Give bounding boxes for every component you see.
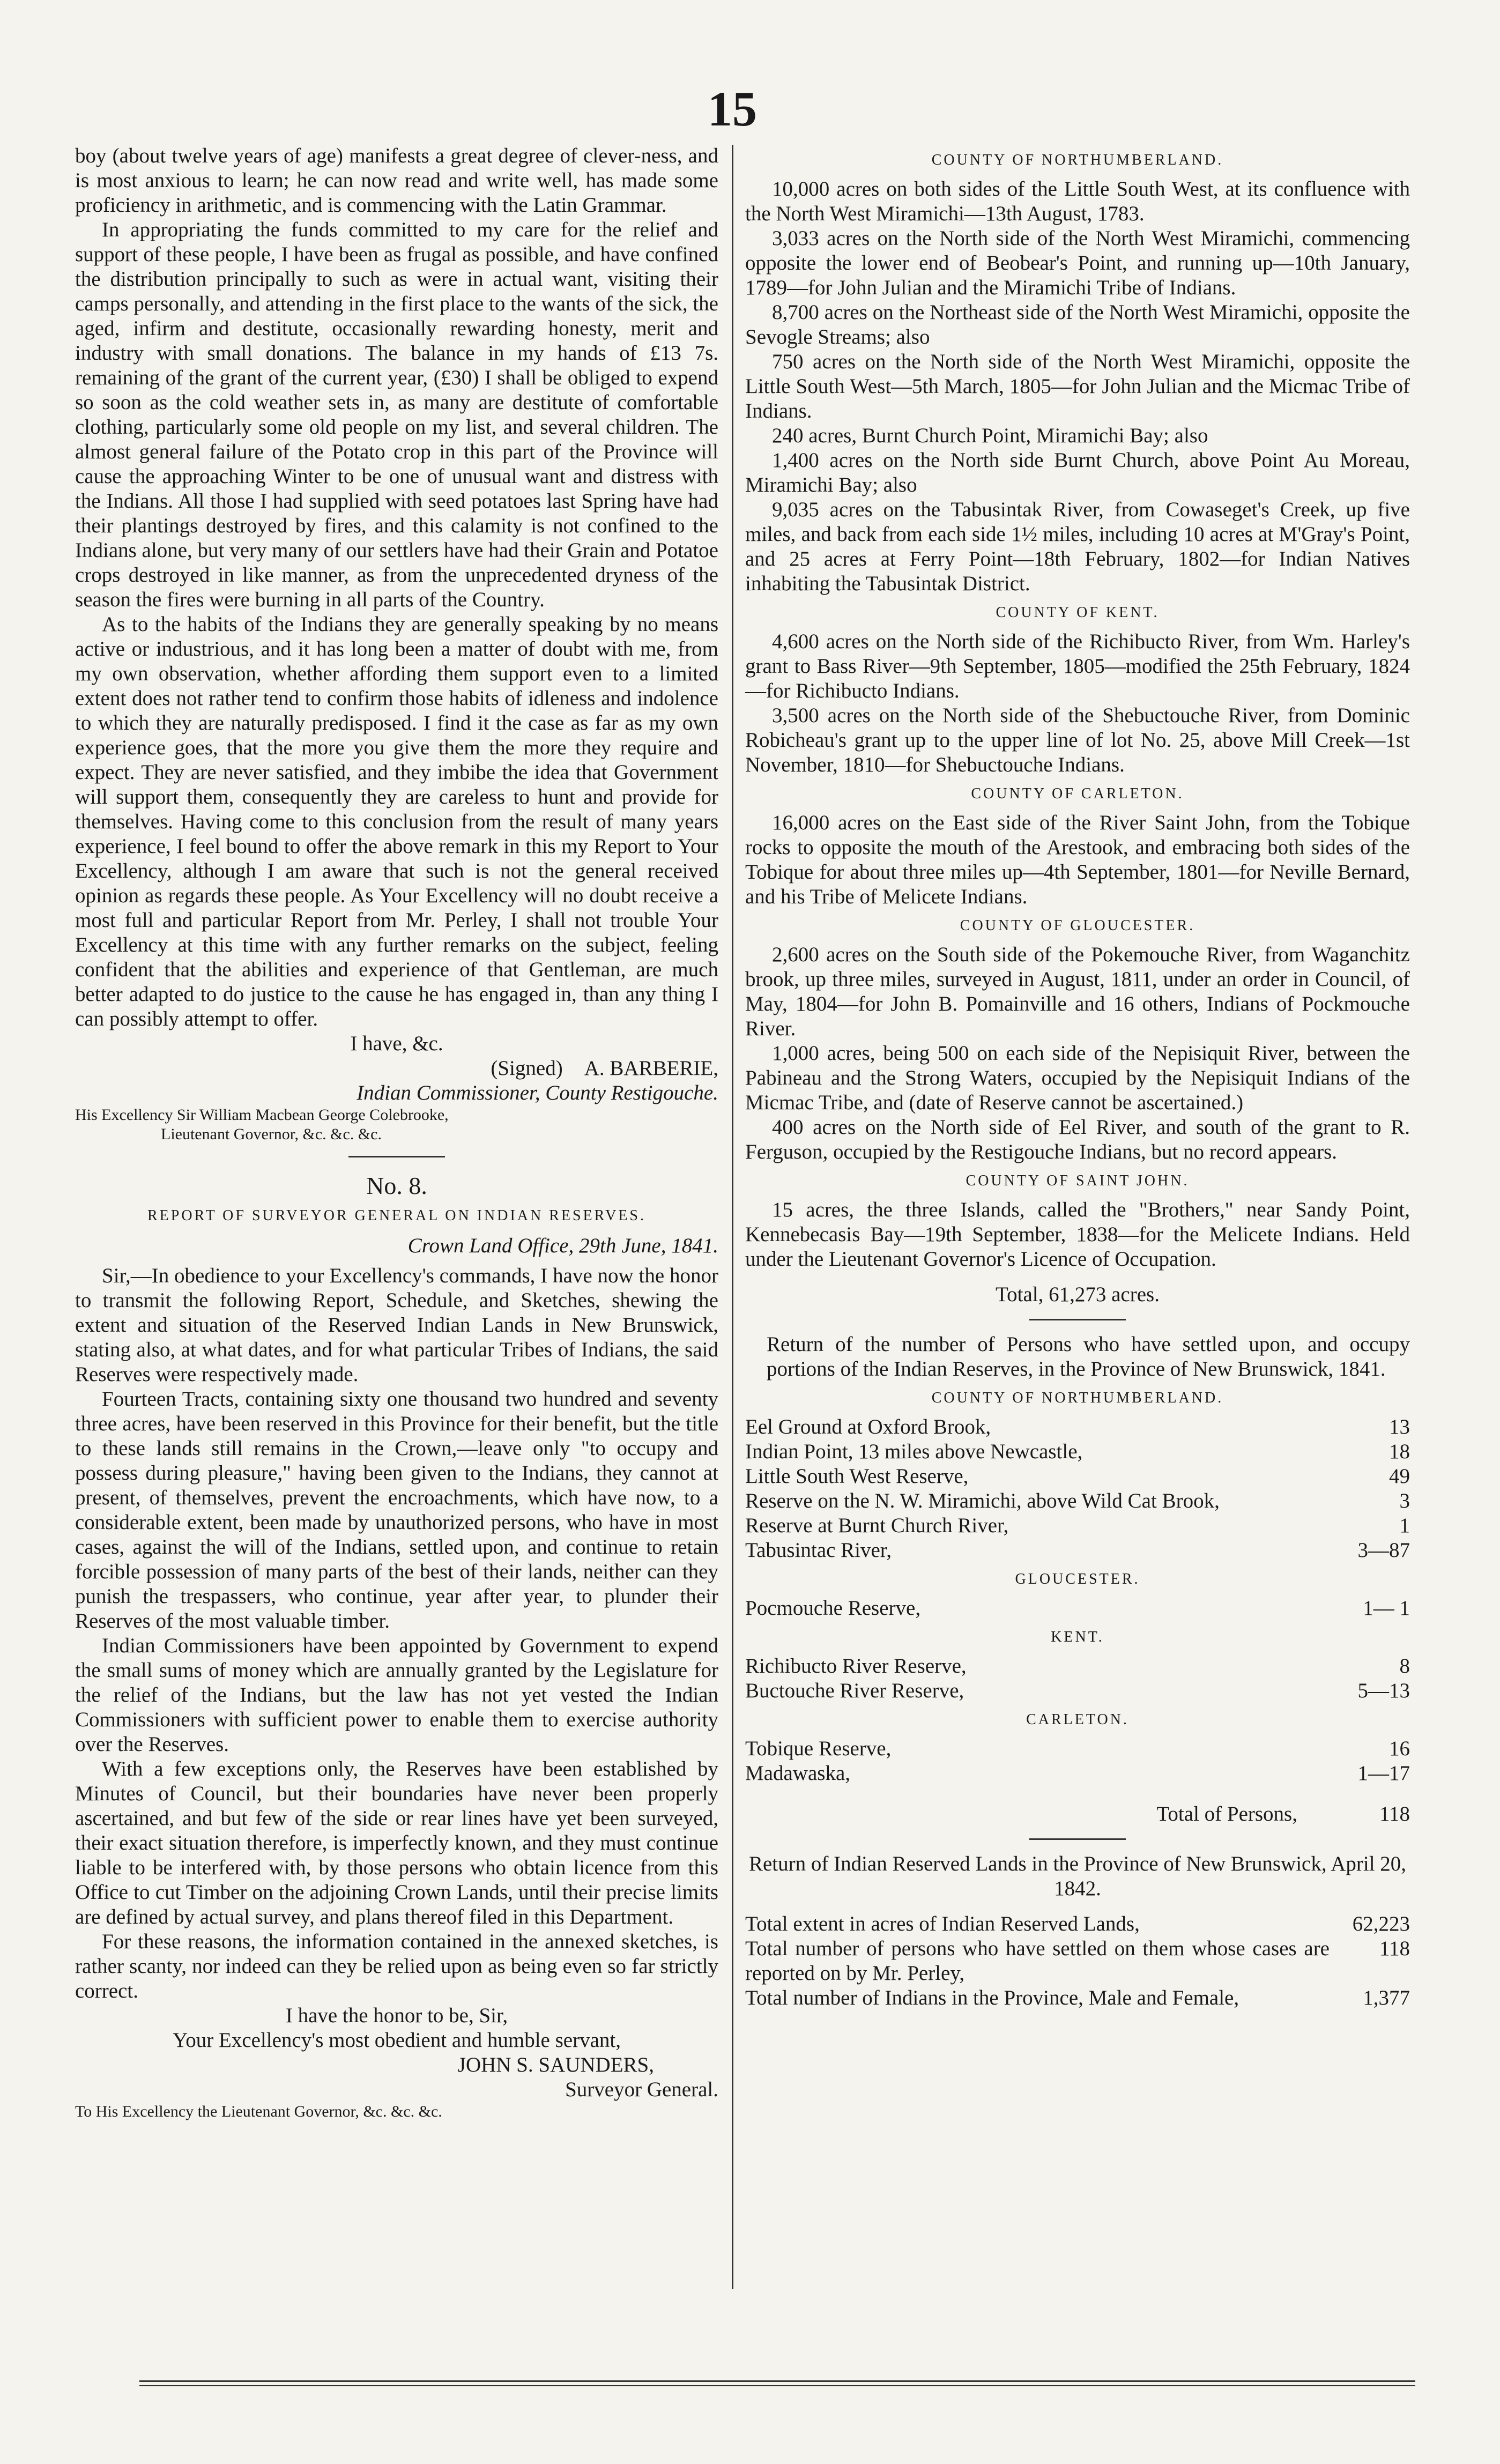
return-total-label: Total of Persons, <box>1156 1802 1297 1825</box>
report-signer-title: Surveyor General. <box>565 2078 718 2101</box>
county-heading: COUNTY OF SAINT JOHN. <box>966 1172 1190 1189</box>
return-group-heading: GLOUCESTER. <box>1015 1571 1140 1587</box>
return-value: 1 <box>1399 1514 1410 1537</box>
return-row <box>745 1596 1410 1621</box>
return-label: Buctouche River Reserve, <box>745 1679 964 1702</box>
county-heading: COUNTY OF NORTHUMBERLAND. <box>931 152 1224 168</box>
left-column <box>75 144 718 2121</box>
return-row <box>745 1538 1410 1563</box>
return-label: Richibucto River Reserve, <box>745 1654 967 1678</box>
signed-label: (Signed) <box>491 1057 563 1080</box>
return2-row <box>745 1986 1410 2010</box>
paragraph: boy (about twelve years of age) manifests a great degree of clever-ness, and is most anxious to learn; he can now read and write well, has made some proficiency in arithmetic, and is commencing with the Latin Grammar. <box>75 144 718 217</box>
return-row <box>745 1415 1410 1439</box>
signer-name: A. BARBERIE, <box>584 1057 718 1080</box>
return-label: Tobique Reserve, <box>745 1737 892 1760</box>
reserve-entry: 2,600 acres on the South side of the Pokemouche River, from Waganchitz brook, up three miles, surveyed in August, 1811, under an order in Council, of May, 1804—for John B. Pomainville and 16 others, Indians of Pockmouche River. <box>745 943 1410 1040</box>
return2-label: Total extent in acres of Indian Reserved Lands, <box>745 1912 1140 1935</box>
return-value: 5—13 <box>1357 1679 1410 1702</box>
report-paragraph: Sir,—In obedience to your Excellency's commands, I have now the honor to transmit the following Report, Schedule, and Sketches, shewing the extent and situation of the Reserved Indian Lands in New Brunswick, stating also, at what dates, and for what particular Tribes of Indians, the said Reserves were respectively made. <box>75 1264 718 1386</box>
return2-label: Total number of persons who have settled on them whose cases are reported on by Mr. Perley, <box>745 1937 1330 1985</box>
return-label: Eel Ground at Oxford Brook, <box>745 1415 991 1438</box>
return-value: 16 <box>1389 1737 1410 1760</box>
dateline: Crown Land Office, 29th June, 1841. <box>407 1234 718 1257</box>
return2-row <box>745 1912 1410 1936</box>
return-total-value: 118 <box>1379 1802 1410 1825</box>
return-value: 8 <box>1399 1654 1410 1678</box>
return-row <box>745 1761 1410 1786</box>
reserve-entry: 4,600 acres on the North side of the Richibucto River, from Wm. Harley's grant to Bass River—9th September, 1805—modified the 25th February, 1824—for Richibucto Indians. <box>745 630 1410 702</box>
return-value: 1—17 <box>1357 1762 1410 1785</box>
return-row <box>745 1736 1410 1761</box>
divider <box>1029 1319 1126 1320</box>
reserve-entry: 9,035 acres on the Tabusintak River, from Cowaseget's Creek, up five miles, and back from each side 1½ miles, including 10 acres at M'Gray's Point, and 25 acres at Ferry Point—18th February, 1802—for Indian Natives inhabiting the Tabusintak District. <box>745 498 1410 595</box>
report-paragraph: Fourteen Tracts, containing sixty one thousand two hundred and seventy three acres, have been reserved in this Province for their benefit, but the title to these lands still remains in the Crown,—leave only "to occupy and possess during pleasure," having been given to the Indians, they cannot at present, of themselves, prevent the encroachments, which have now, to a considerable extent, been made by unauthorized persons, who have in most cases, against the will of the Indians, settled upon, and continue to retain forcible possession of many parts of the best of their lands, neither can they punish the trespassers, who continue, year after year, to plunder their Reserves of the most valuable timber. <box>75 1387 718 1632</box>
report-paragraph: With a few exceptions only, the Reserves have been established by Minutes of Council, but their boundaries have never been properly ascertained, and but few of the side or rear lines have yet been surveyed, their exact situation therefore, is imperfectly known, and they must continue liable to be interfered with, by those persons who obtain licence from this Office to cut Timber on the adjoining Crown Lands, until their precise limits are defined by actual survey, and plans thereof filed in this Department. <box>75 1757 718 1928</box>
report-paragraph: Indian Commissioners have been appointed by Government to expend the small sums of money which are annually granted by the Legislature for the relief of the Indians, but the law has not yet vested the Indian Commissioners with sufficient power to enable them to exercise authority over the Reserves. <box>75 1634 718 1756</box>
reserve-entry: 8,700 acres on the Northeast side of the North West Miramichi, opposite the Sevogle Streams; also <box>745 301 1410 348</box>
reserve-entry: 10,000 acres on both sides of the Little South West, at its confluence with the North West Miramichi—13th August, 1783. <box>745 177 1410 225</box>
county-heading: COUNTY OF GLOUCESTER. <box>960 917 1195 934</box>
return-row <box>745 1464 1410 1489</box>
reserve-entry: 400 acres on the North side of Eel River, and south of the grant to R. Ferguson, occupied by the Restigouche Indians, but no record appears. <box>745 1116 1410 1163</box>
return-row <box>745 1513 1410 1538</box>
return2-value: 1,377 <box>1363 1986 1410 2009</box>
return-value: 49 <box>1389 1465 1410 1488</box>
divider <box>1029 1838 1126 1840</box>
return-row <box>745 1679 1410 1703</box>
reserve-entry: 1,000 acres, being 500 on each side of the Nepisiquit River, between the Pabineau and the Strong Waters, occupied by the Nepisiquit Indians of the Micmac Tribe, and (date of Reserve cannot be ascertained.) <box>745 1042 1410 1114</box>
reserve-entry: 750 acres on the North side of the North West Miramichi, opposite the Little South West—5th March, 1805—for John Julian and the Micmac Tribe of Indians. <box>745 350 1410 422</box>
return-label: Pocmouche Reserve, <box>745 1597 921 1620</box>
reserve-entry: 3,033 acres on the North side of the North West Miramichi, commencing opposite the lower end of Beobear's Point, and running up—10th January, 1789—for John Julian and the Miramichi Tribe of Indians. <box>745 227 1410 299</box>
return-value: 3 <box>1399 1489 1410 1512</box>
return2-title: Return of Indian Reserved Lands in the Province of New Brunswick, April 20, 1842. <box>748 1852 1407 1900</box>
return-value: 13 <box>1389 1415 1410 1438</box>
return-value: 18 <box>1389 1440 1410 1463</box>
closing: I have, &c. <box>350 1032 443 1055</box>
page-number: 15 <box>708 81 757 136</box>
report-paragraph: For these reasons, the information contained in the annexed sketches, is rather scanty, nor indeed can they be relied upon as being even so far strictly correct. <box>75 1930 718 2002</box>
return-value: 3—87 <box>1357 1539 1410 1562</box>
return-group-heading: COUNTY OF NORTHUMBERLAND. <box>931 1390 1224 1406</box>
reserve-entry: 240 acres, Burnt Church Point, Miramichi Bay; also <box>772 424 1208 447</box>
return-label: Tabusintac River, <box>745 1539 892 1562</box>
return-total-row <box>745 1802 1410 1827</box>
column-divider <box>732 145 733 2289</box>
report-signer: JOHN S. SAUNDERS, <box>457 2053 654 2076</box>
report-heading: REPORT OF SURVEYOR GENERAL ON INDIAN RESERVES. <box>147 1207 646 1224</box>
return-label: Reserve at Burnt Church River, <box>745 1514 1009 1537</box>
reserve-entry: 1,400 acres on the North side Burnt Church, above Point Au Moreau, Miramichi Bay; also <box>745 449 1410 496</box>
reserve-entry: 15 acres, the three Islands, called the "Brothers," near Sandy Point, Kennebecasis Bay—19th September, 1838—for the Melicete Indians. Held under the Lieutenant Governor's Licence of Occupation. <box>745 1198 1410 1271</box>
return2-label: Total number of Indians in the Province, Male and Female, <box>745 1986 1239 2009</box>
return-row <box>745 1489 1410 1513</box>
county-heading: COUNTY OF CARLETON. <box>971 785 1184 802</box>
reserve-entry: 16,000 acres on the East side of the River Saint John, from the Tobique rocks to opposite the mouth of the Arestook, and embracing both sides of the Tobique for about three miles up—4th September, 1801—for Neville Bernard, and his Tribe of Melicete Indians. <box>745 811 1410 908</box>
addressee-title: Lieutenant Governor, &c. &c. &c. <box>161 1125 382 1143</box>
return-label: Little South West Reserve, <box>745 1465 969 1488</box>
return-group-heading: CARLETON. <box>1026 1711 1129 1728</box>
return2-value: 118 <box>1379 1937 1410 1960</box>
paragraph: As to the habits of the Indians they are generally speaking by no means active or industrious, and it has long been a matter of doubt with me, from my own observation, whether affording them support even to a limited extent does not rather tend to confirm those habits of idleness and indolence to which they are naturally predisposed. I find it the case as far as my own experience goes, that the more you give them the more they require and expect. They are never satisfied, and they imbibe the idea that Government will support them, consequently they are careless to hunt and provide for themselves. Having come to this conclusion from the result of many years experience, I feel bound to offer the above remark in this my Report to Your Excellency, although I am aware that such is not the general received opinion as regards these people. As Your Excellency will no doubt receive a most full and particular Report from Mr. Perley, I shall not trouble Your Excellency at this time with any further remarks on the subject, feeling confident that the abilities and experience of that Gentleman, are much better adapted to do justice to the cause he has engaged in, than any thing I can possibly attempt to offer. <box>75 613 718 1030</box>
signature-block <box>75 1056 718 1081</box>
return2-row <box>745 1936 1410 1986</box>
return-row <box>745 1439 1410 1464</box>
schedule-total: Total, 61,273 acres. <box>996 1283 1160 1306</box>
county-heading: COUNTY OF KENT. <box>996 604 1160 621</box>
return2-value: 62,223 <box>1352 1912 1410 1935</box>
divider <box>348 1156 445 1157</box>
report-addressee: To His Excellency the Lieutenant Governor, &c. &c. &c. <box>75 2103 442 2120</box>
right-column <box>745 144 1410 2010</box>
return-label: Indian Point, 13 miles above Newcastle, <box>745 1440 1083 1463</box>
document-number: No. 8. <box>366 1172 427 1199</box>
return-group-heading: KENT. <box>1051 1629 1104 1645</box>
paragraph: In appropriating the funds committed to my care for the relief and support of these people, I have been as frugal as possible, and have confined the distribution principally to such as were in actual want, visiting their camps personally, and attending in the first place to the wants of the sick, the aged, infirm and destitute, occasionally rewarding honesty, merit and industry with small donations. The balance in my hands of £13 7s. remaining of the grant of the current year, (£30) I shall be obliged to expend so soon as the cold weather sets in, as many are destitute of comfortable clothing, particularly some old people on my list, and several children. The almost general failure of the Potato crop in this part of the Province will cause the approaching Winter to be one of unusual want and distress with the Indians. All those I had supplied with seed potatoes last Spring have had their plantings destroyed by fires, and this calamity is not confined to the Indians alone, but very many of our settlers have had their Grain and Potatoe crops destroyed in like manner, as from the unprecedented dryness of the season the fires were burning in all parts of the Country. <box>75 218 718 611</box>
return-label: Madawaska, <box>745 1762 851 1785</box>
return-row <box>745 1654 1410 1679</box>
return-label: Reserve on the N. W. Miramichi, above Wild Cat Brook, <box>745 1489 1220 1512</box>
report-closing: I have the honor to be, Sir, <box>285 2004 508 2027</box>
reserve-entry: 3,500 acres on the North side of the Shebuctouche River, from Dominic Robicheau's grant up to the upper line of lot No. 25, above Mill Creek—1st November, 1810—for Shebuctouche Indians. <box>745 704 1410 776</box>
addressee: His Excellency Sir William Macbean George Colebrooke, <box>75 1106 449 1124</box>
return-value: 1— 1 <box>1363 1597 1410 1620</box>
page-bottom-rule <box>139 2380 1415 2386</box>
report-closing-2: Your Excellency's most obedient and humble servant, <box>173 2029 621 2052</box>
signer-title: Indian Commissioner, County Restigouche. <box>357 1081 718 1104</box>
return-title: Return of the number of Persons who have settled upon, and occupy portions of the Indian Reserves, in the Province of New Brunswick, 1841. <box>767 1333 1410 1381</box>
